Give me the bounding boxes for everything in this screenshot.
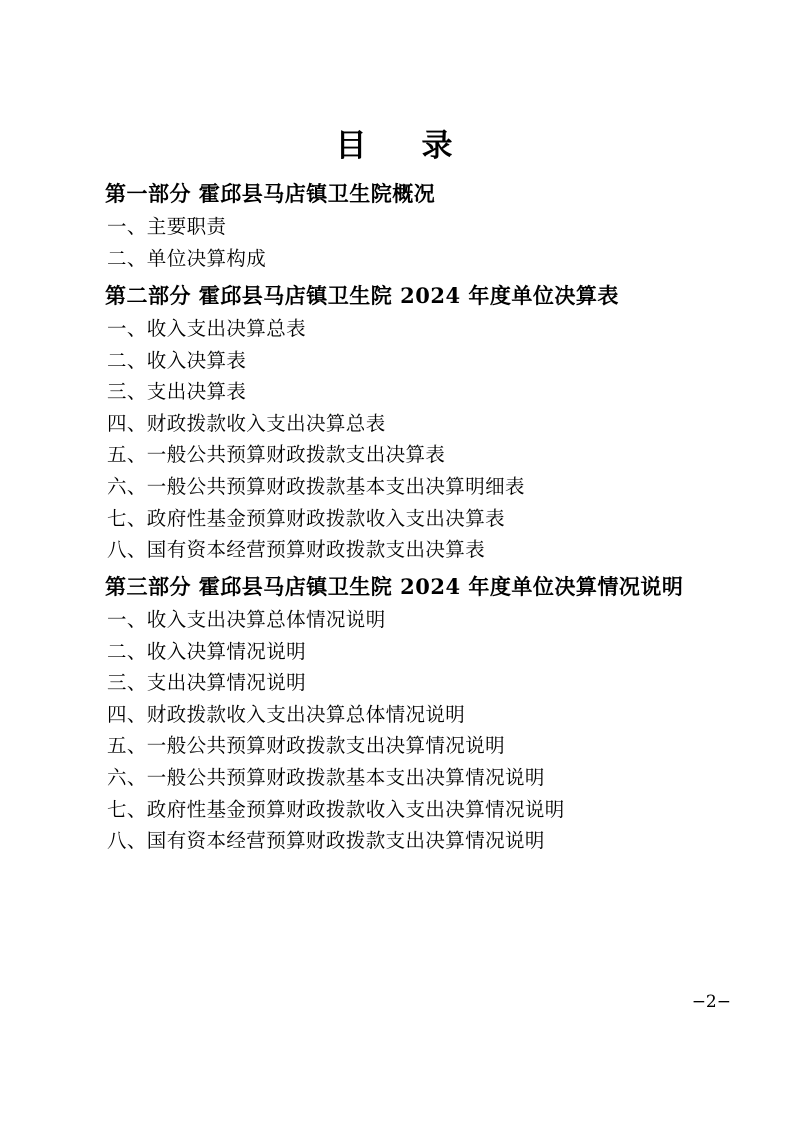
toc-entry[interactable]: 六、一般公共预算财政拨款基本支出决算情况说明 — [107, 765, 545, 789]
toc-entry[interactable]: 一、收入支出决算总表 — [107, 317, 307, 341]
toc-entry[interactable]: 四、财政拨款收入支出决算总表 — [107, 411, 386, 435]
toc-entry[interactable]: 六、一般公共预算财政拨款基本支出决算明细表 — [107, 474, 525, 498]
toc-entry[interactable]: 二、单位决算构成 — [107, 247, 267, 271]
toc-section-2 — [105, 281, 695, 566]
toc-entry[interactable]: 八、国有资本经营预算财政拨款支出决算表 — [107, 538, 486, 562]
toc-entry[interactable]: 二、收入决算表 — [107, 348, 247, 372]
toc-entry[interactable]: 四、财政拨款收入支出决算总体情况说明 — [107, 702, 466, 726]
section-heading-part-two: 第二部分 霍邱县马店镇卫生院 2024 年度单位决算表 — [105, 282, 619, 308]
toc-entry[interactable]: 三、支出决算表 — [107, 380, 247, 404]
table-of-contents — [105, 120, 695, 857]
toc-entry[interactable]: 五、一般公共预算财政拨款支出决算情况说明 — [107, 734, 506, 758]
page-title: 目 录 — [335, 128, 465, 164]
toc-entry[interactable]: 二、收入决算情况说明 — [107, 639, 307, 663]
toc-entry[interactable]: 一、收入支出决算总体情况说明 — [107, 608, 386, 632]
toc-section-3 — [105, 572, 695, 857]
page-number: −2− — [691, 992, 731, 1012]
toc-entry[interactable]: 五、一般公共预算财政拨款支出决算表 — [107, 443, 446, 467]
toc-entry[interactable]: 一、主要职责 — [107, 215, 227, 239]
toc-section-1 — [105, 179, 695, 275]
section-heading-part-three: 第三部分 霍邱县马店镇卫生院 2024 年度单位决算情况说明 — [105, 573, 684, 599]
toc-entry[interactable]: 三、支出决算情况说明 — [107, 671, 307, 695]
toc-entry[interactable]: 七、政府性基金预算财政拨款收入支出决算情况说明 — [107, 797, 565, 821]
toc-entry[interactable]: 八、国有资本经营预算财政拨款支出决算情况说明 — [107, 829, 545, 853]
toc-entry[interactable]: 七、政府性基金预算财政拨款收入支出决算表 — [107, 506, 506, 530]
section-heading-part-one: 第一部分 霍邱县马店镇卫生院概况 — [105, 181, 436, 206]
